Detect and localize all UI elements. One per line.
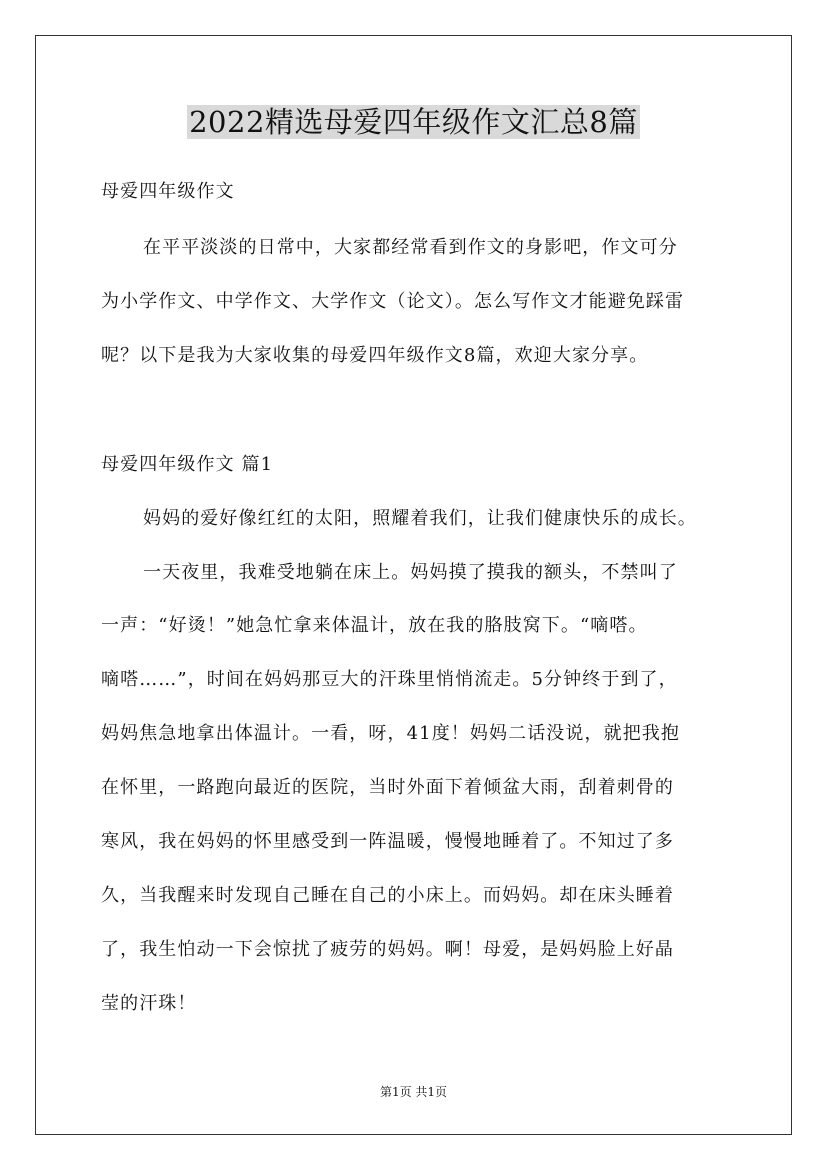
page-footer: 第1页 共1页 <box>379 1085 448 1099</box>
body-line: 嘀嗒……”，时间在妈妈那豆大的汗珠里悄悄流走。5分钟终于到了， <box>101 669 678 690</box>
document-title-text: 2022精选母爱四年级作文汇总8篇 <box>189 105 638 139</box>
document-title <box>0 102 827 142</box>
intro-line: 在平平淡淡的日常中，大家都经常看到作文的身影吧，作文可分 <box>143 237 678 258</box>
body-line: 妈妈焦急地拿出体温计。一看，呀，41度！妈妈二话没说，就把我抱 <box>101 723 681 744</box>
body-line: 一天夜里，我难受地躺在床上。妈妈摸了摸我的额头，不禁叫了 <box>143 562 678 583</box>
intro-line: 为小学作文、中学作文、大学作文（论文）。怎么写作文才能避免踩雷 <box>101 291 685 312</box>
body-line: 一声：“好烫！”她急忙拿来体温计，放在我的胳肢窝下。“嘀嗒。 <box>101 615 648 636</box>
body-line: 在怀里，一路跑向最近的医院，当时外面下着倾盆大雨，刮着刺骨的 <box>101 777 674 798</box>
body-line: 妈妈的爱好像红红的太阳，照耀着我们，让我们健康快乐的成长。 <box>143 508 697 529</box>
section-heading: 母爱四年级作文 篇1 <box>101 454 274 475</box>
body-line: 寒风，我在妈妈的怀里感受到一阵温暖，慢慢地睡着了。不知过了多 <box>101 831 674 852</box>
body-line: 莹的汗珠！ <box>101 993 197 1014</box>
intro-heading: 母爱四年级作文 <box>101 181 235 202</box>
intro-line: 呢？以下是我为大家收集的母爱四年级作文8篇，欢迎大家分享。 <box>101 345 649 366</box>
body-line: 久，当我醒来时发现自己睡在自己的小床上。而妈妈。却在床头睡着 <box>101 885 674 906</box>
body-line: 了，我生怕动一下会惊扰了疲劳的妈妈。啊！母爱，是妈妈脸上好晶 <box>101 939 674 960</box>
